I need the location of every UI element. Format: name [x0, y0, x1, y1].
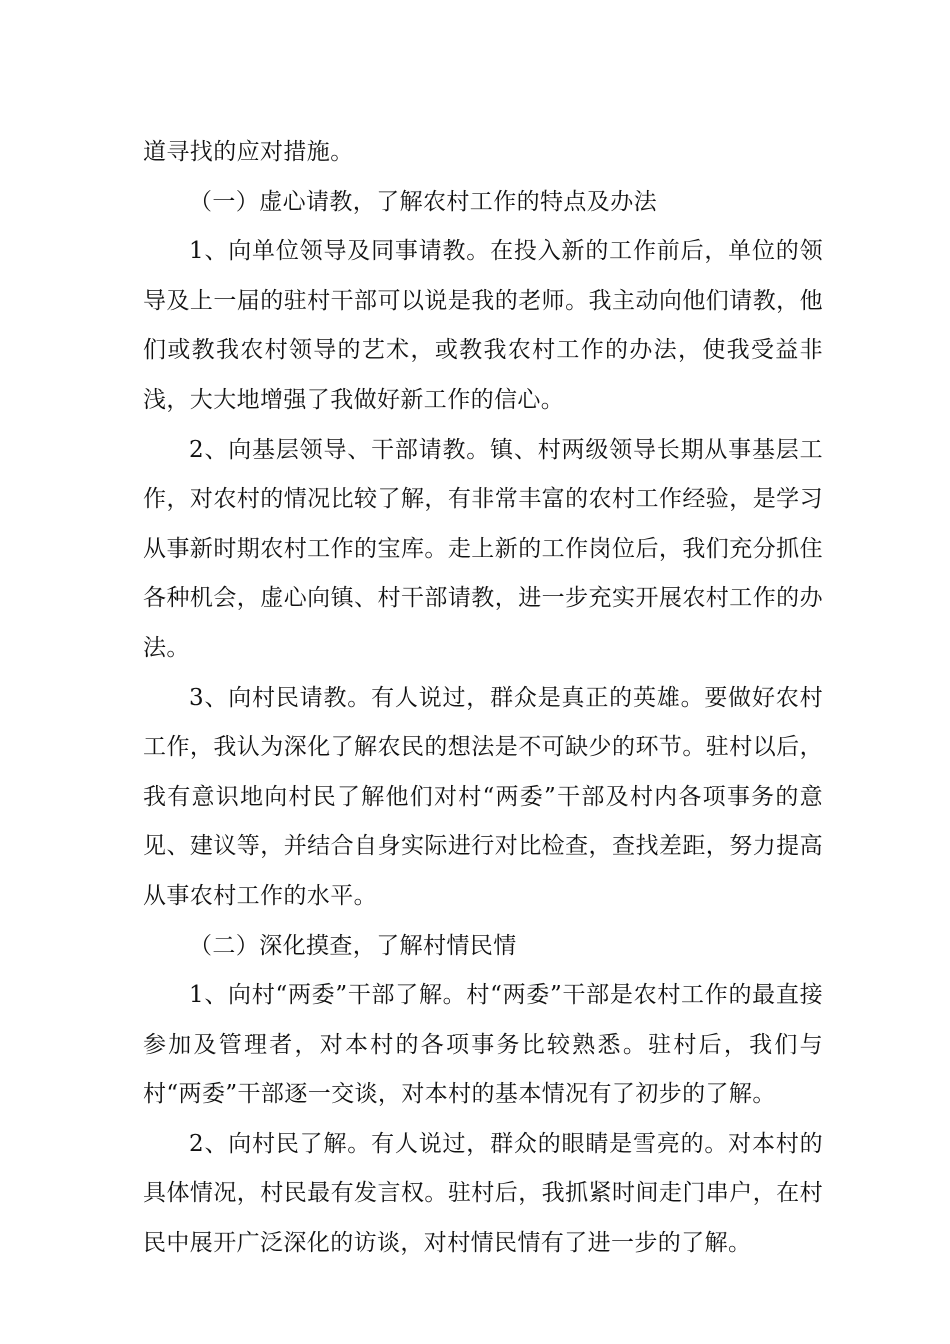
section-heading-1: （一）虚心请教，了解农村工作的特点及办法	[189, 188, 657, 215]
document-body	[143, 128, 823, 1269]
paragraph-continuation: 道寻找的应对措施。	[143, 139, 354, 165]
paragraph-item-1-1: 1、向单位领导及同事请教。在投入新的工作前后，单位的领导及上一届的驻村干部可以说是我的老师。我主动向他们请教，他们或教我农村领导的艺术，或教我农村工作的办法，使我受益非浅，大大地增强了我做好新工作的信心。	[143, 238, 823, 413]
section-heading-2: （二）深化摸查，了解村情民情	[189, 932, 517, 959]
paragraph-item-2-2: 2、向村民了解。有人说过，群众的眼睛是雪亮的。对本村的具体情况，村民最有发言权。驻村后，我抓紧时间走门串户，在村民中展开广泛深化的访谈，对村情民情有了进一步的了解。	[143, 1130, 823, 1257]
paragraph-item-1-3: 3、向村民请教。有人说过，群众是真正的英雄。要做好农村工作，我认为深化了解农民的想法是不可缺少的环节。驻村以后，我有意识地向村民了解他们对村“两委”干部及村内各项事务的意见、建议等，并结合自身实际进行对比检查，查找差距，努力提高从事农村工作的水平。	[143, 684, 823, 909]
paragraph-item-2-1: 1、向村“两委”干部了解。村“两委”干部是农村工作的最直接参加及管理者，对本村的各项事务比较熟悉。驻村后，我们与村“两委”干部逐一交谈，对本村的基本情况有了初步的了解。	[143, 982, 823, 1108]
paragraph-item-1-2: 2、向基层领导、干部请教。镇、村两级领导长期从事基层工作，对农村的情况比较了解，有非常丰富的农村工作经验，是学习从事新时期农村工作的宝库。走上新的工作岗位后，我们充分抓住各种机会，虚心向镇、村干部请教，进一步充实开展农村工作的办法。	[143, 436, 823, 661]
